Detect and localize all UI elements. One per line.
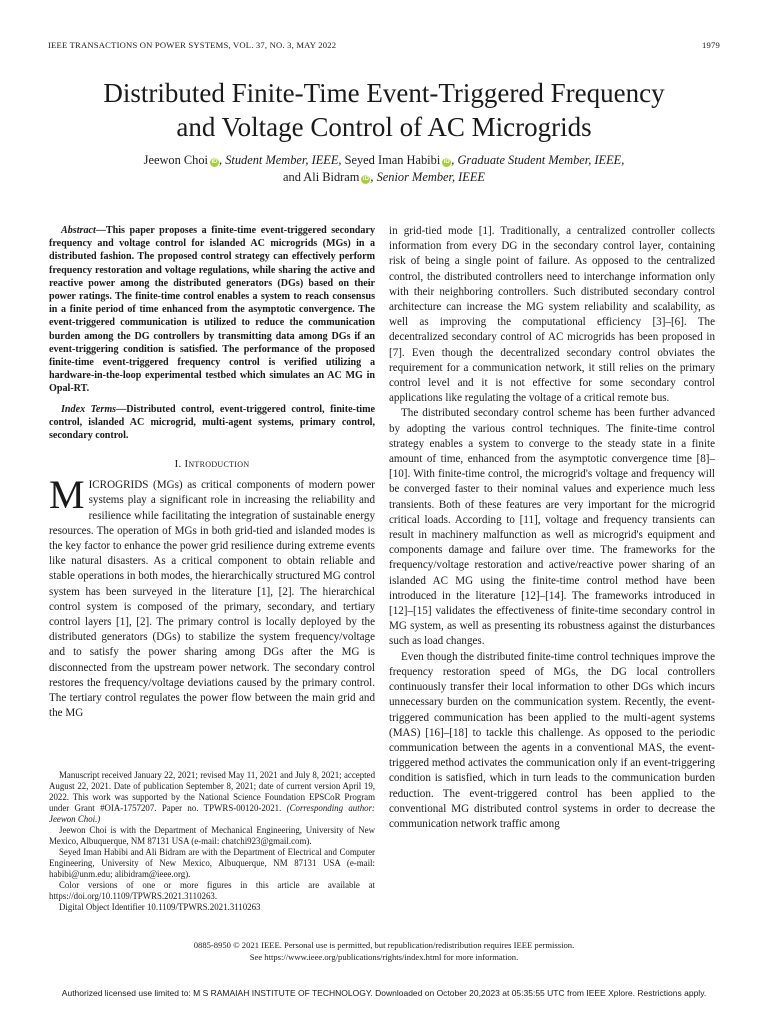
paper-title xyxy=(40,76,728,144)
author-name: and Ali Bidram xyxy=(283,170,360,184)
body-paragraph: Even though the distributed finite-time control techniques improve the frequency restoration speed of MGs, the DG local controllers continuously transfer their local information to other DGs which incurs unnecessary burden on the communication system. Recently, the event-triggered communication has been applied to the multi-agent systems (MAS) [16]–[18] to tackle this challenge. As opposed to the periodic communication between the agents in a conventional MAS, the event-triggered method activates the communication only if an event-triggering condition is satisfied, which in turn leads to the communication burden reduction. The event-triggered control has been applied to the conventional MG distributed control systems in order to decrease the communication network traffic among xyxy=(389,650,715,830)
body-paragraph: in grid-tied mode [1]. Traditionally, a centralized controller collects information from every DG in the secondary control layer, containing risk of being a single point of failure. As opposed to the centralized control, the distributed controllers need to interchange information only with their neighboring controllers. Such distributed secondary control architecture can increase the MG system reliability and scalability, as well as improving the computational efficiency [3]–[6]. The decentralized secondary control of AC microgrids has been proposed in [7]. Even though the decentralized secondary control obviates the requirement for a communication network, it still relies on the primary control level and it is not effective for some secondary control applications like regulating the voltage of a critical remote bus. xyxy=(389,225,715,405)
footnote-manuscript: Manuscript received January 22, 2021; revised May 11, 2021 and July 8, 2021; accepted August 22, 2021. Date of publication September 8, 2021; date of current version April 19, 2022. This work was supported by the National Science Foundation EPSCoR Program under Grant #OIA-1757207. Paper no. TPWRS-00120-2021. (Corresponding author: Jeewon Choi.) xyxy=(49,770,375,824)
footnotes xyxy=(49,770,375,913)
author-role: , Senior Member, IEEE xyxy=(370,170,485,184)
author-line-2 xyxy=(40,169,728,186)
author-list xyxy=(40,152,728,186)
running-header xyxy=(48,40,720,50)
section-heading: I. Introduction xyxy=(174,458,250,471)
drop-cap: M xyxy=(49,472,85,518)
page-number: 1979 xyxy=(702,40,720,50)
author-name: Seyed Iman Habibi xyxy=(341,153,441,167)
index-terms-text: —Distributed control, event-triggered control, finite-time control, islanded AC microgrid, multi-agent systems, primary control, secondary control. xyxy=(49,403,375,442)
footnote-doi: Digital Object Identifier 10.1109/TPWRS.2021.3110263 xyxy=(59,902,261,912)
footnote-color-versions: Color versions of one or more figures in this article are available at https://doi.org/10.1109/TPWRS.2021.3110263. xyxy=(49,880,375,901)
license-notice: Authorized licensed use limited to: M S RAMAIAH INSTITUTE OF TECHNOLOGY. Downloaded on October 20,2023 at 05:35:55 UTC from IEEE Xplore. Restrictions apply. xyxy=(61,988,707,998)
index-terms-lead: Index Terms xyxy=(61,403,117,415)
orcid-icon[interactable]: iD xyxy=(362,176,369,182)
author-role: , Graduate Student Member, IEEE, xyxy=(451,153,625,167)
abstract-text: —This paper proposes a finite-time event-triggered secondary frequency and voltage control for islanded AC microgrids (MGs) in a distributed fashion. The proposed control strategy can effectively perform frequency restoration and voltage regulations, while sharing the active and reactive power among the distributed generators (DGs) based on their power ratings. The finite-time control enables a system to reach consensus in a finite period of time enhanced from the asymptotic convergence. The event-triggered communication is utilized to reduce the communication burden among the DG controllers by transmitting data among DGs if an event-triggering condition is satisfied. The performance of the proposed finite-time event-triggered frequency control is verified utilizing a hardware-in-the-loop experimental testbed which simulates an AC MG in Opal-RT. xyxy=(49,225,375,395)
footnote-affiliation-1: Jeewon Choi is with the Department of Mechanical Engineering, University of New Mexico, Albuquerque, NM 87131 USA (e-mail: chatchi923@gmail.com). xyxy=(49,825,375,846)
orcid-icon[interactable]: iD xyxy=(443,159,450,165)
footnote-affiliation-2: Seyed Iman Habibi and Ali Bidram are with the Department of Electrical and Computer Engineering, University of New Mexico, Albuquerque, NM 87131 USA (e-mail: habibi@unm.edu; alibidram@ieee.org). xyxy=(49,847,375,879)
copyright-line-2: See https://www.ieee.org/publications/rights/index.html for more information. xyxy=(249,952,519,962)
author-name: Jeewon Choi xyxy=(143,153,208,167)
abstract-lead: Abstract xyxy=(61,225,96,236)
abstract xyxy=(49,224,375,396)
intro-paragraph xyxy=(49,472,375,721)
title-line-1: Distributed Finite-Time Event-Triggered Frequency xyxy=(103,78,665,108)
author-role: , Student Member, IEEE, xyxy=(219,153,342,167)
corresponding-author: (Corresponding author: Jeewon Choi.) xyxy=(49,803,375,824)
author-line-1 xyxy=(40,152,728,169)
right-column xyxy=(389,224,715,832)
title-line-2: and Voltage Control of AC Microgrids xyxy=(176,112,592,142)
copyright-notice xyxy=(40,939,728,963)
orcid-icon[interactable]: iD xyxy=(211,159,218,165)
body-paragraph: The distributed secondary control scheme has been further advanced by adopting the various control techniques. The finite-time control strategy enables a system to converge to the steady state in a finite amount of time, enhanced from the asymptotic convergence time [8]–[10]. With finite-time control, the microgrid's voltage and frequency will be converged faster to their nominal values and experience much less transients. Both of these features are very important for the microgrid critical loads. According to [11], voltage and frequency transients can result in machinery malfunction as well as microgrid's equipment and components damage and failure over time. The frameworks for the frequency/voltage restoration and active/reactive power sharing of an islanded AC MG using the finite-time control method have been introduced in the literature [12]–[14]. The frameworks introduced in [12]–[15] validates the effectiveness of finite-time secondary control in MG system, as well as presenting its robustness against the disturbances such as load changes. xyxy=(389,407,715,648)
index-terms xyxy=(49,403,375,443)
left-column xyxy=(49,224,375,722)
copyright-line-1: 0885-8950 © 2021 IEEE. Personal use is permitted, but republication/redistribution requires IEEE permission. xyxy=(193,940,575,950)
journal-name: IEEE TRANSACTIONS ON POWER SYSTEMS, VOL. 37, NO. 3, MAY 2022 xyxy=(48,40,337,50)
intro-text: ICROGRIDS (MGs) as critical components of modern power systems play a significant role in increasing the reliability and resilience while facilitating the integration of sustainable energy resources. The operation of MGs in both grid-tied and islanded modes is the key factor to enhance the power grid resilience during extreme events like natural disasters. As a critical component to obtain reliable and stable operations in both modes, the hierarchically structured MG control system has been surveyed in the literature [1], [2]. The hierarchical control system is composed of the primary, secondary, and tertiary control layers [1], [2]. The primary control is locally deployed by the distributed generators (DGs) to stabilize the system frequency/voltage and to satisfy the power sharing among DGs after the MG is disconnected from the upstream power network. The secondary control restores the frequency/voltage deviations caused by the primary control. The tertiary control regulates the power flow between the main grid and the MG xyxy=(49,479,375,720)
